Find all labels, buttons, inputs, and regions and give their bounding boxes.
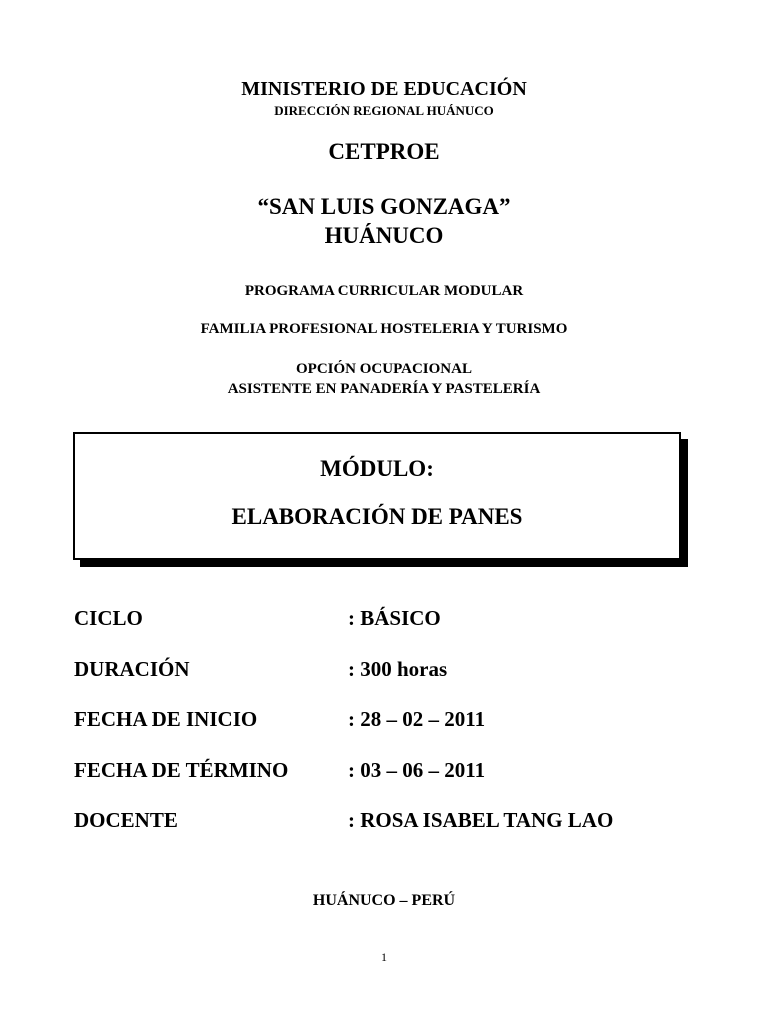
detail-value: : 03 – 06 – 2011 — [348, 758, 486, 782]
detail-value: : 28 – 02 – 2011 — [348, 707, 486, 731]
detail-label: FECHA DE INICIO — [74, 707, 258, 731]
footer-location: HUÁNUCO – PERÚ — [312, 892, 456, 909]
regional-direction: DIRECCIÓN REGIONAL HUÁNUCO — [274, 103, 494, 118]
page-number: 1 — [381, 950, 387, 964]
detail-row-end-date — [74, 758, 694, 786]
module-name: ELABORACIÓN DE PANES — [231, 504, 523, 529]
detail-row-cycle — [74, 606, 694, 634]
detail-label: DURACIÓN — [74, 657, 190, 681]
occupation-title: ASISTENTE EN PANADERÍA Y PASTELERÍA — [227, 381, 541, 397]
detail-row-teacher — [74, 808, 694, 836]
detail-row-duration — [74, 657, 694, 685]
detail-value: : BÁSICO — [348, 606, 441, 630]
detail-label: DOCENTE — [74, 808, 178, 832]
city-name: HUÁNUCO — [324, 223, 444, 248]
module-label: MÓDULO: — [320, 456, 434, 481]
program-title: PROGRAMA CURRICULAR MODULAR — [244, 283, 524, 299]
occupational-option: OPCIÓN OCUPACIONAL — [296, 361, 472, 377]
module-box — [73, 432, 681, 560]
professional-family: FAMILIA PROFESIONAL HOSTELERIA Y TURISMO — [200, 321, 568, 337]
detail-value: : 300 horas — [348, 657, 448, 681]
institution-name: CETPROE — [328, 139, 440, 164]
ministry-title: MINISTERIO DE EDUCACIÓN — [241, 78, 527, 100]
detail-label: CICLO — [74, 606, 143, 630]
detail-label: FECHA DE TÉRMINO — [74, 758, 289, 782]
detail-row-start-date — [74, 707, 694, 735]
school-name: “SAN LUIS GONZAGA” — [257, 194, 511, 219]
detail-value: : ROSA ISABEL TANG LAO — [348, 808, 614, 832]
